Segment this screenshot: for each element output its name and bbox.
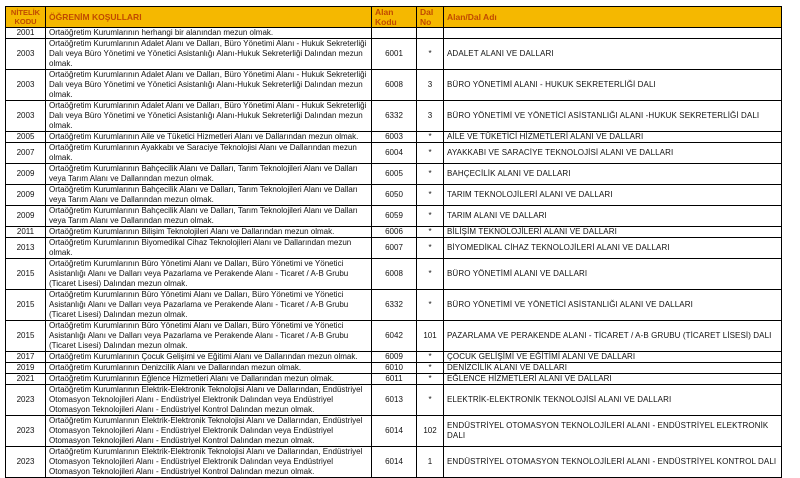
cell-alan: 6013 (372, 385, 417, 416)
cell-name: TARIM ALANI VE DALLARI (444, 206, 782, 227)
table-row (6, 352, 782, 363)
cell-dal: 101 (417, 321, 444, 352)
cell-name: AİLE VE TÜKETİCİ HİZMETLERİ ALANI VE DALLARI (444, 132, 782, 143)
cell-name: ADALET ALANI VE DALLARI (444, 39, 782, 70)
cell-alan: 6008 (372, 259, 417, 290)
cell-code: 2003 (6, 70, 46, 101)
cell-req: Ortaöğretim Kurumlarının herhangi bir alanından mezun olmak. (46, 28, 372, 39)
cell-req: Ortaöğretim Kurumlarının Bilişim Teknolojileri Alanı ve Dallarından mezun olmak. (46, 227, 372, 238)
cell-req: Ortaöğretim Kurumlarının Adalet Alanı ve Dalları, Büro Yönetimi Alanı - Hukuk Sekreterliği Dalı veya Büro Yönetimi ve Yönetici Asistanlığı Alanı-Hukuk Sekreterliği Dalından mezun olmak. (46, 101, 372, 132)
cell-req: Ortaöğretim Kurumlarının Büro Yönetimi Alanı ve Dalları, Büro Yönetimi ve Yönetici Asistanlığı Alanı ve Dalları veya Pazarlama ve Perakende Alanı - Ticaret / A-B Grubu (Ticaret Lisesi) Dalından mezun olmak. (46, 259, 372, 290)
cell-name: ÇOCUK GELİŞİMİ VE EĞİTİMİ ALANI VE DALLARI (444, 352, 782, 363)
cell-req: Ortaöğretim Kurumlarının Büro Yönetimi Alanı ve Dalları, Büro Yönetimi ve Yönetici Asistanlığı Alanı ve Dalları veya Pazarlama ve Perakende Alanı - Ticaret / A-B Grubu (Ticaret Lisesi) Dalından mezun olmak. (46, 321, 372, 352)
cell-req: Ortaöğretim Kurumlarının Elektrik-Elektronik Teknolojisi Alanı ve Dallarından, Endüstriyel Otomasyon Teknolojileri Alanı - Endüstriyel Elektronik Dalından veya Endüstriyel Otomasyon Teknolojileri Alanı - Endüstriyel Kontrol Dalından mezun olmak. (46, 416, 372, 447)
cell-req: Ortaöğretim Kurumlarının Biyomedikal Cihaz Teknolojileri Alanı ve Dallarından mezun olmak. (46, 238, 372, 259)
cell-req: Ortaöğretim Kurumlarının Aile ve Tüketici Hizmetleri Alanı ve Dallarından mezun olmak. (46, 132, 372, 143)
cell-name: AYAKKABI VE SARACİYE TEKNOLOJİSİ ALANI VE DALLARI (444, 143, 782, 164)
cell-name: DENİZCİLİK ALANI VE DALLARI (444, 363, 782, 374)
table-row (6, 374, 782, 385)
cell-code: 2009 (6, 206, 46, 227)
cell-dal: * (417, 164, 444, 185)
cell-code: 2019 (6, 363, 46, 374)
cell-dal: * (417, 227, 444, 238)
cell-alan: 6004 (372, 143, 417, 164)
cell-code: 2007 (6, 143, 46, 164)
cell-code: 2009 (6, 164, 46, 185)
cell-code: 2017 (6, 352, 46, 363)
cell-alan: 6008 (372, 70, 417, 101)
cell-name: TARIM TEKNOLOJİLERİ ALANI VE DALLARI (444, 185, 782, 206)
cell-req: Ortaöğretim Kurumlarının Denizcilik Alanı ve Dallarından mezun olmak. (46, 363, 372, 374)
cell-name: BAHÇECİLİK ALANI VE DALLARI (444, 164, 782, 185)
table-row (6, 185, 782, 206)
header-alan-dal-adi: Alan/Dal Adı (444, 7, 782, 28)
cell-name: BÜRO YÖNETİMİ VE YÖNETİCİ ASİSTANLIĞI ALANI VE DALLARI (444, 290, 782, 321)
cell-dal: * (417, 374, 444, 385)
cell-name: PAZARLAMA VE PERAKENDE ALANI - TİCARET / A-B GRUBU (TİCARET LİSESİ) DALI (444, 321, 782, 352)
cell-alan: 6005 (372, 164, 417, 185)
cell-req: Ortaöğretim Kurumlarının Eğlence Hizmetleri Alanı ve Dallarından mezun olmak. (46, 374, 372, 385)
cell-req: Ortaöğretim Kurumlarının Çocuk Gelişimi ve Eğitimi Alanı ve Dallarından mezun olmak. (46, 352, 372, 363)
cell-alan: 6011 (372, 374, 417, 385)
table-row (6, 39, 782, 70)
cell-code: 2023 (6, 447, 46, 478)
cell-dal: * (417, 238, 444, 259)
cell-name: ENDÜSTRİYEL OTOMASYON TEKNOLOJİLERİ ALANI - ENDÜSTRİYEL KONTROL DALI (444, 447, 782, 478)
table-row (6, 143, 782, 164)
cell-alan: 6007 (372, 238, 417, 259)
cell-alan: 6001 (372, 39, 417, 70)
cell-dal (417, 28, 444, 39)
cell-req: Ortaöğretim Kurumlarının Adalet Alanı ve Dalları, Büro Yönetimi Alanı - Hukuk Sekreterliği Dalı veya Büro Yönetimi ve Yönetici Asistanlığı Alanı-Hukuk Sekreterliği Dalından mezun olmak. (46, 70, 372, 101)
cell-dal: 1 (417, 447, 444, 478)
header-requirements: ÖĞRENİM KOŞULLARI (46, 7, 372, 28)
table-row (6, 28, 782, 39)
header-alan-kodu: Alan Kodu (372, 7, 417, 28)
cell-dal: * (417, 132, 444, 143)
cell-req: Ortaöğretim Kurumlarının Büro Yönetimi Alanı ve Dalları, Büro Yönetimi ve Yönetici Asistanlığı Alanı ve Dalları veya Pazarlama ve Perakende Alanı - Ticaret / A-B Grubu (Ticaret Lisesi) Dalından mezun olmak. (46, 290, 372, 321)
table-row (6, 132, 782, 143)
cell-alan (372, 28, 417, 39)
cell-dal: * (417, 206, 444, 227)
table-row (6, 363, 782, 374)
qualification-table (5, 6, 782, 478)
cell-code: 2005 (6, 132, 46, 143)
table-row (6, 206, 782, 227)
table-row (6, 227, 782, 238)
cell-name: BÜRO YÖNETİMİ ALANI - HUKUK SEKRETERLİĞİ DALI (444, 70, 782, 101)
cell-dal: * (417, 352, 444, 363)
cell-alan: 6042 (372, 321, 417, 352)
cell-name: ELEKTRİK-ELEKTRONİK TEKNOLOJİSİ ALANI VE DALLARI (444, 385, 782, 416)
header-qualification-code (6, 7, 46, 28)
cell-dal: * (417, 363, 444, 374)
cell-req: Ortaöğretim Kurumlarının Bahçecilik Alanı ve Dalları, Tarım Teknolojileri Alanı ve Dalları veya Tarım Alanı ve Dallarından mezun olmak. (46, 206, 372, 227)
cell-alan: 6006 (372, 227, 417, 238)
cell-code: 2003 (6, 39, 46, 70)
table-row (6, 238, 782, 259)
header-dal-no: Dal No (417, 7, 444, 28)
header-code-line1: NİTELİK (10, 8, 41, 17)
cell-req: Ortaöğretim Kurumlarının Elektrik-Elektronik Teknolojisi Alanı ve Dallarından, Endüstriyel Otomasyon Teknolojileri Alanı - Endüstriyel Elektronik Dalından veya Endüstriyel Otomasyon Teknolojileri Alanı - Endüstriyel Kontrol Dalından mezun olmak. (46, 447, 372, 478)
table-row (6, 70, 782, 101)
cell-dal: * (417, 143, 444, 164)
cell-dal: 3 (417, 70, 444, 101)
cell-code: 2009 (6, 185, 46, 206)
cell-code: 2011 (6, 227, 46, 238)
cell-code: 2015 (6, 321, 46, 352)
cell-dal: * (417, 185, 444, 206)
cell-alan: 6010 (372, 363, 417, 374)
cell-code: 2013 (6, 238, 46, 259)
cell-alan: 6059 (372, 206, 417, 227)
cell-code: 2021 (6, 374, 46, 385)
cell-code: 2001 (6, 28, 46, 39)
table-row (6, 385, 782, 416)
cell-req: Ortaöğretim Kurumlarının Bahçecilik Alanı ve Dalları, Tarım Teknolojileri Alanı ve Dalları veya Tarım Alanı ve Dallarından mezun olmak. (46, 185, 372, 206)
table-row (6, 321, 782, 352)
cell-alan: 6332 (372, 290, 417, 321)
cell-dal: * (417, 39, 444, 70)
cell-code: 2015 (6, 290, 46, 321)
header-code-line2: KODU (14, 17, 37, 26)
table-row (6, 416, 782, 447)
cell-alan: 6003 (372, 132, 417, 143)
cell-req: Ortaöğretim Kurumlarının Bahçecilik Alanı ve Dalları, Tarım Teknolojileri Alanı ve Dalları veya Tarım Alanı ve Dallarından mezun olmak. (46, 164, 372, 185)
cell-name (444, 28, 782, 39)
cell-alan: 6014 (372, 447, 417, 478)
cell-dal: * (417, 259, 444, 290)
cell-code: 2023 (6, 416, 46, 447)
table-row (6, 259, 782, 290)
cell-code: 2015 (6, 259, 46, 290)
table-row (6, 101, 782, 132)
cell-req: Ortaöğretim Kurumlarının Ayakkabı ve Saraciye Teknolojisi Alanı ve Dallarından mezun olmak. (46, 143, 372, 164)
cell-alan: 6014 (372, 416, 417, 447)
cell-name: BÜRO YÖNETİMİ ALANI VE DALLARI (444, 259, 782, 290)
cell-dal: * (417, 290, 444, 321)
cell-name: ENDÜSTRİYEL OTOMASYON TEKNOLOJİLERİ ALANI - ENDÜSTRİYEL ELEKTRONİK DALI (444, 416, 782, 447)
cell-alan: 6050 (372, 185, 417, 206)
cell-dal: 102 (417, 416, 444, 447)
header-row (6, 7, 782, 28)
cell-alan: 6332 (372, 101, 417, 132)
cell-alan: 6009 (372, 352, 417, 363)
table-row (6, 447, 782, 478)
cell-req: Ortaöğretim Kurumlarının Adalet Alanı ve Dalları, Büro Yönetimi Alanı - Hukuk Sekreterliği Dalı veya Büro Yönetimi ve Yönetici Asistanlığı Alanı-Hukuk Sekreterliği Dalından mezun olmak. (46, 39, 372, 70)
cell-name: BİLİŞİM TEKNOLOJİLERİ ALANI VE DALLARI (444, 227, 782, 238)
cell-req: Ortaöğretim Kurumlarının Elektrik-Elektronik Teknolojisi Alanı ve Dallarından, Endüstriyel Otomasyon Teknolojileri Alanı - Endüstriyel Elektronik Dalından veya Endüstriyel Otomasyon Teknolojileri Alanı - Endüstriyel Kontrol Dalından mezun olmak. (46, 385, 372, 416)
cell-code: 2023 (6, 385, 46, 416)
table-row (6, 290, 782, 321)
table-row (6, 164, 782, 185)
cell-dal: * (417, 385, 444, 416)
cell-name: EĞLENCE HİZMETLERİ ALANI VE DALLARI (444, 374, 782, 385)
cell-dal: 3 (417, 101, 444, 132)
cell-code: 2003 (6, 101, 46, 132)
cell-name: BÜRO YÖNETİMİ VE YÖNETİCİ ASİSTANLIĞI ALANI -HUKUK SEKRETERLİĞİ DALI (444, 101, 782, 132)
cell-name: BİYOMEDİKAL CİHAZ TEKNOLOJİLERİ ALANI VE DALLARI (444, 238, 782, 259)
